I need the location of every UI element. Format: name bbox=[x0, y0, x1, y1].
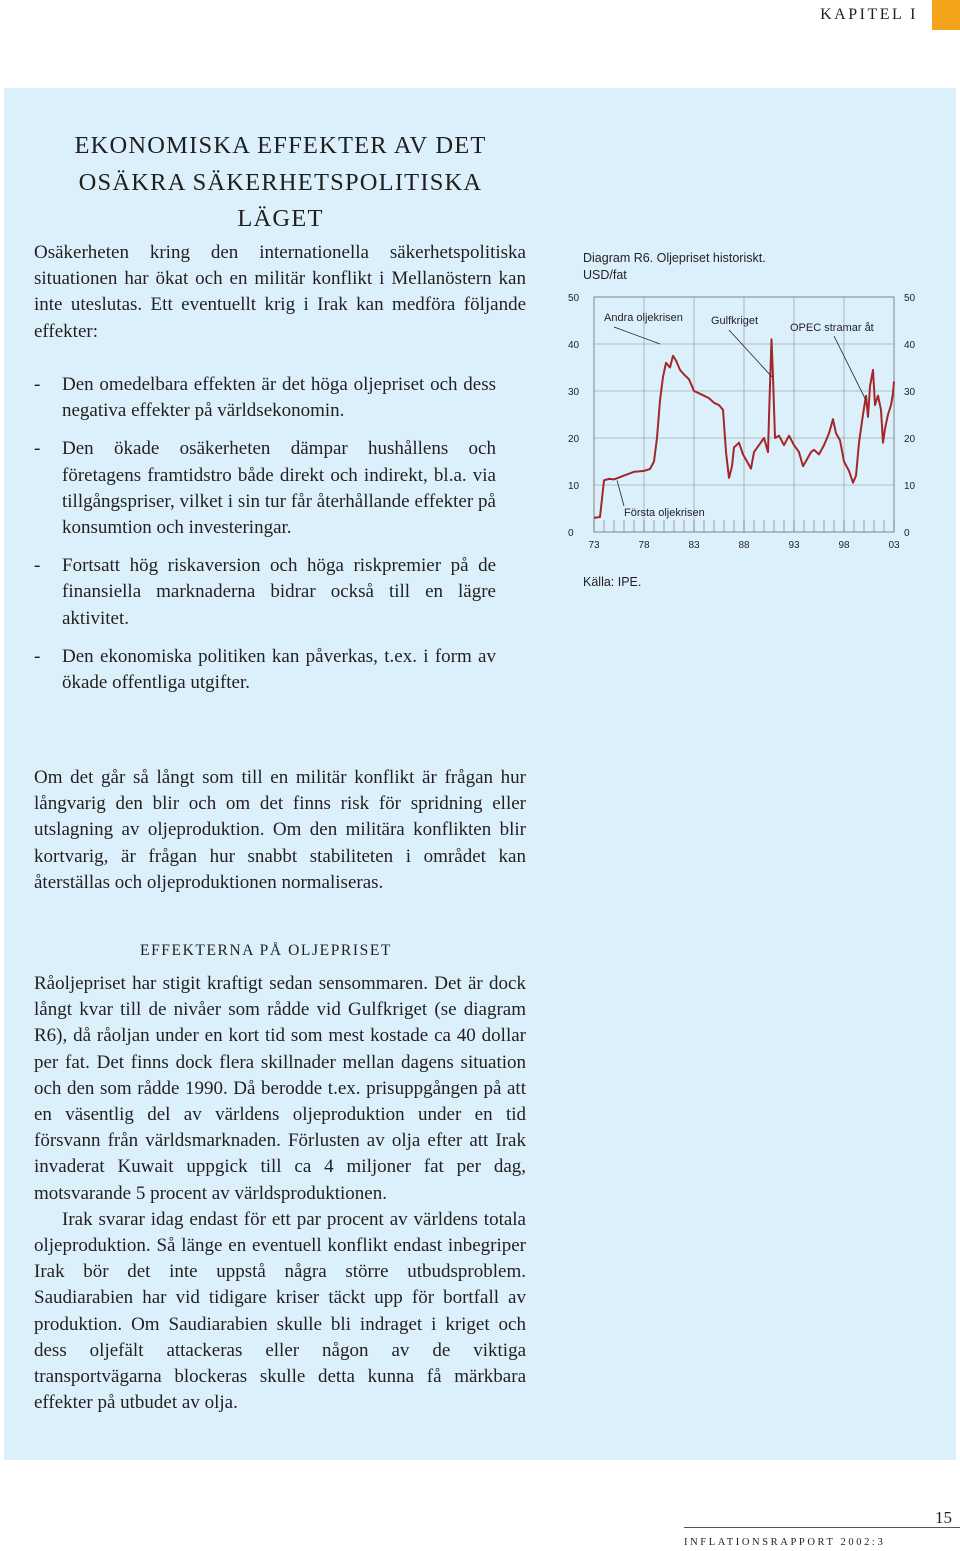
y-tick-label-left: 30 bbox=[568, 387, 580, 398]
annotation-pointer bbox=[614, 327, 660, 344]
chart-unit: USD/fat bbox=[583, 268, 627, 282]
intro-paragraph: Osäkerheten kring den internationella säkerhetspolitiska situationen har ökat och en militär konflikt i Mellanöstern kan inte uteslutas. Ett eventuellt krig i Irak kan medföra följande effekter: bbox=[34, 242, 526, 342]
bullet-dash: - bbox=[34, 645, 41, 667]
oil-price-section bbox=[34, 971, 526, 1416]
chart-source: Källa: IPE. bbox=[583, 575, 642, 589]
annotation-label: Gulfkriget bbox=[711, 315, 759, 327]
list-item bbox=[34, 644, 496, 696]
section-title bbox=[28, 128, 533, 238]
bullet-dash: - bbox=[34, 438, 41, 460]
footer-rule bbox=[684, 1527, 960, 1528]
section-title-line: LÄGET bbox=[237, 205, 324, 232]
y-tick-label-left: 20 bbox=[568, 434, 580, 445]
list-item-text: Den omedelbara effekten är det höga oljepriset och dess negativa effekter på världsekonomin. bbox=[62, 374, 496, 422]
y-tick-label-left: 40 bbox=[568, 340, 580, 351]
bullet-dash: - bbox=[34, 374, 41, 395]
conflict-paragraph: Om det går så långt som till en militär konflikt är frågan hur långvarig den blir och om det finns risk för spridning eller utslagning av oljeproduktion. Om den militära konflikten blir kortvarig, är frågan hur snabbt stabiliteten i området kan återställas och oljeproduktionen normaliseras. bbox=[34, 767, 526, 893]
y-tick-label-right: 50 bbox=[904, 293, 916, 304]
list-item-text: Den ekonomiska politiken kan påverkas, t.ex. i form av ökade offentliga utgifter. bbox=[62, 645, 496, 694]
oil-price-paragraph: Råoljepriset har stigit kraftigt sedan sensommaren. Det är dock långt kvar till de nivåer som rådde vid Gulfkriget (se diagram R6), då råoljan under en kort tid som mest kostade ca 40 dollar per fat. Det finns dock flera skillnader mellan dagens situation och den som rådde 1990. Då berodde t.ex. prisuppgången på att en väsentlig del av världens oljeproduktion under en tid försvann från världsmarknaden. Förlusten av olja efter att Irak invaderat Kuwait uppgick till ca 4 miljoner fat per dag, motsvarande 5 procent av världsproduktionen. bbox=[34, 973, 526, 1204]
chart-caption bbox=[583, 250, 923, 284]
annotation-label: OPEC stramar åt bbox=[790, 322, 874, 334]
annotation-label: Andra oljekrisen bbox=[604, 312, 683, 324]
subheading: EFFEKTERNA PÅ OLJEPRISET bbox=[140, 942, 392, 959]
oil-supply-paragraph: Irak svarar idag endast för ett par procent av världens totala oljeproduktion. Så länge en eventuell konflikt endast inbegriper Irak bör det inte uppstå några större utbudsproblem. Saudiarabien har vid tidigare kriser täckt upp för bortfall av produktion. Om Saudiarabien skulle bli indraget i kriget och dess oljefält attackeras eller någon av de viktiga transportvägarna blockeras skulle detta kunna få märkbara effekter på utbudet av olja. bbox=[34, 1208, 526, 1414]
list-item bbox=[34, 553, 496, 632]
oil-price-chart bbox=[556, 285, 928, 565]
x-tick-label: 88 bbox=[738, 540, 750, 551]
page-number: 15 bbox=[935, 1508, 952, 1527]
x-tick-label: 83 bbox=[688, 540, 700, 551]
x-tick-label: 78 bbox=[638, 540, 650, 551]
y-tick-label-right: 30 bbox=[904, 387, 916, 398]
effects-list bbox=[34, 372, 496, 708]
x-tick-label: 93 bbox=[788, 540, 800, 551]
bullet-dash: - bbox=[34, 555, 41, 577]
y-tick-label-right: 20 bbox=[904, 434, 916, 445]
y-tick-label-right: 0 bbox=[904, 528, 910, 539]
x-tick-label: 98 bbox=[838, 540, 850, 551]
y-tick-label-left: 50 bbox=[568, 293, 580, 304]
annotation-pointer bbox=[729, 330, 772, 377]
chapter-tab bbox=[820, 0, 960, 30]
x-tick-label: 73 bbox=[588, 540, 600, 551]
section-title-line: EKONOMISKA EFFEKTER AV DET bbox=[74, 132, 487, 159]
chapter-label: KAPITEL I bbox=[820, 6, 918, 23]
chapter-color-marker bbox=[932, 0, 960, 30]
chart-title: Diagram R6. Oljepriset historiskt. bbox=[583, 251, 766, 265]
list-item bbox=[34, 372, 496, 424]
y-tick-label-left: 10 bbox=[568, 481, 580, 492]
x-tick-label: 03 bbox=[888, 540, 900, 551]
list-item bbox=[34, 436, 496, 541]
list-item-text: Fortsatt hög riskaversion och höga riskpremier på de finansiella marknaderna bidrar också till en lägre aktivitet. bbox=[62, 555, 496, 629]
annotation-label: Första oljekrisen bbox=[624, 507, 705, 519]
y-tick-label-right: 40 bbox=[904, 340, 916, 351]
y-tick-label-left: 0 bbox=[568, 528, 574, 539]
annotation-pointer bbox=[617, 480, 624, 506]
list-item-text: Den ökade osäkerheten dämpar hushållens och företagens framtidstro både direkt och indirekt, bl.a. via tillgångspriser, vilket i sin tur får återhållande effekter på konsumtion och investeringar. bbox=[62, 438, 496, 539]
y-tick-label-right: 10 bbox=[904, 481, 916, 492]
publication-footer: INFLATIONSRAPPORT 2002:3 bbox=[684, 1537, 886, 1548]
section-title-line: OSÄKRA SÄKERHETSPOLITISKA bbox=[78, 168, 483, 196]
